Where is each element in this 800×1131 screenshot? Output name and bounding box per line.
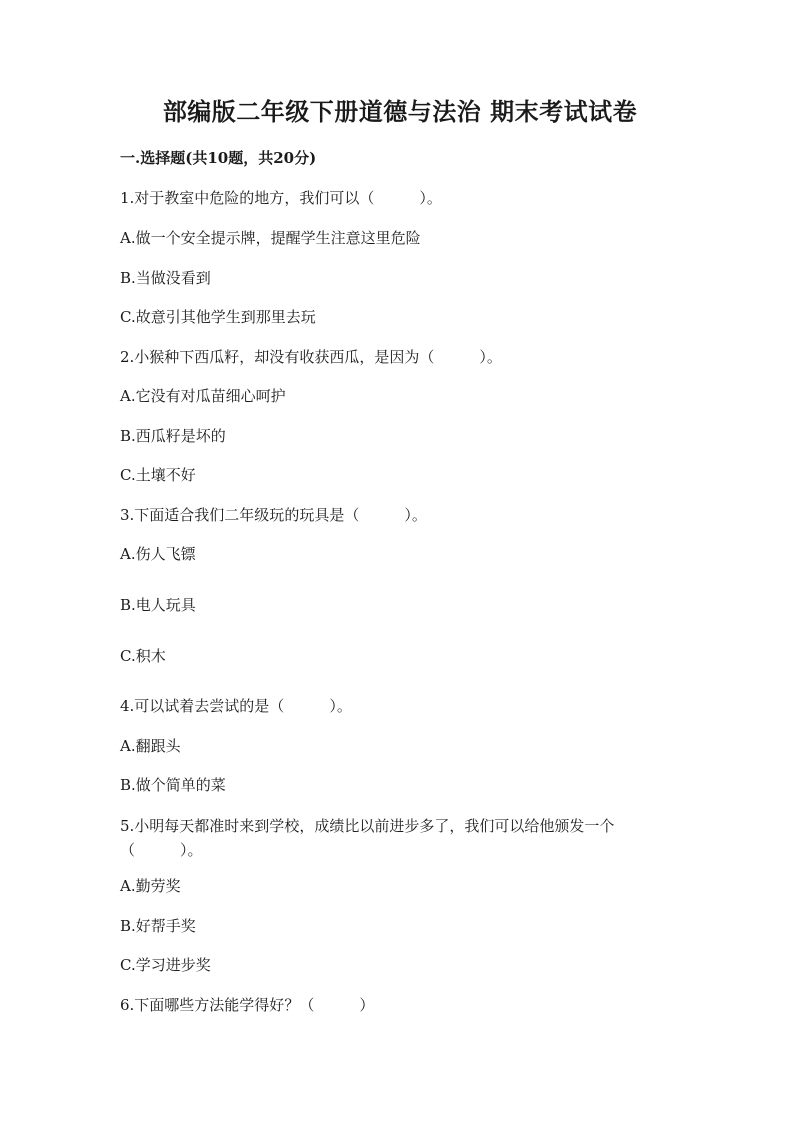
section-heading: 一.选择题(共10题，共20分) <box>120 149 317 167</box>
question-4-option-b: B.做个简单的菜 <box>120 776 226 794</box>
question-5-option-c: C.学习进步奖 <box>120 956 211 974</box>
question-6-stem: 6.下面哪些方法能学得好？（ ） <box>120 996 375 1014</box>
question-4-stem: 4.可以试着去尝试的是（ ）。 <box>120 697 352 715</box>
question-1-option-c: C.故意引其他学生到那里去玩 <box>120 308 316 326</box>
question-2-option-b: B.西瓜籽是坏的 <box>120 427 226 445</box>
question-2-option-c: C.土壤不好 <box>120 466 196 484</box>
question-1-option-b: B.当做没看到 <box>120 269 211 287</box>
question-2-option-a: A.它没有对瓜苗细心呵护 <box>120 387 286 405</box>
question-3-stem: 3.下面适合我们二年级玩的玩具是（ ）。 <box>120 506 427 524</box>
question-5-option-a: A.勤劳奖 <box>120 877 181 895</box>
question-3-option-c: C.积木 <box>120 647 166 665</box>
question-2-stem: 2.小猴种下西瓜籽，却没有收获西瓜，是因为（ ）。 <box>120 348 502 366</box>
question-4-option-a: A.翻跟头 <box>120 737 181 755</box>
question-5-option-b: B.好帮手奖 <box>120 917 196 935</box>
question-1-option-a: A.做一个安全提示牌，提醒学生注意这里危险 <box>120 229 421 247</box>
question-3-option-a: A.伤人飞镖 <box>120 545 196 563</box>
page-title: 部编版二年级下册道德与法治 期末考试试卷 <box>162 97 638 126</box>
question-5-stem: 5.小明每天都准时来到学校，成绩比以前进步多了，我们可以给他颁发一个（ ）。 <box>120 817 615 859</box>
question-3-option-b: B.电人玩具 <box>120 596 196 614</box>
question-1-stem: 1.对于教室中危险的地方，我们可以（ ）。 <box>120 189 442 207</box>
